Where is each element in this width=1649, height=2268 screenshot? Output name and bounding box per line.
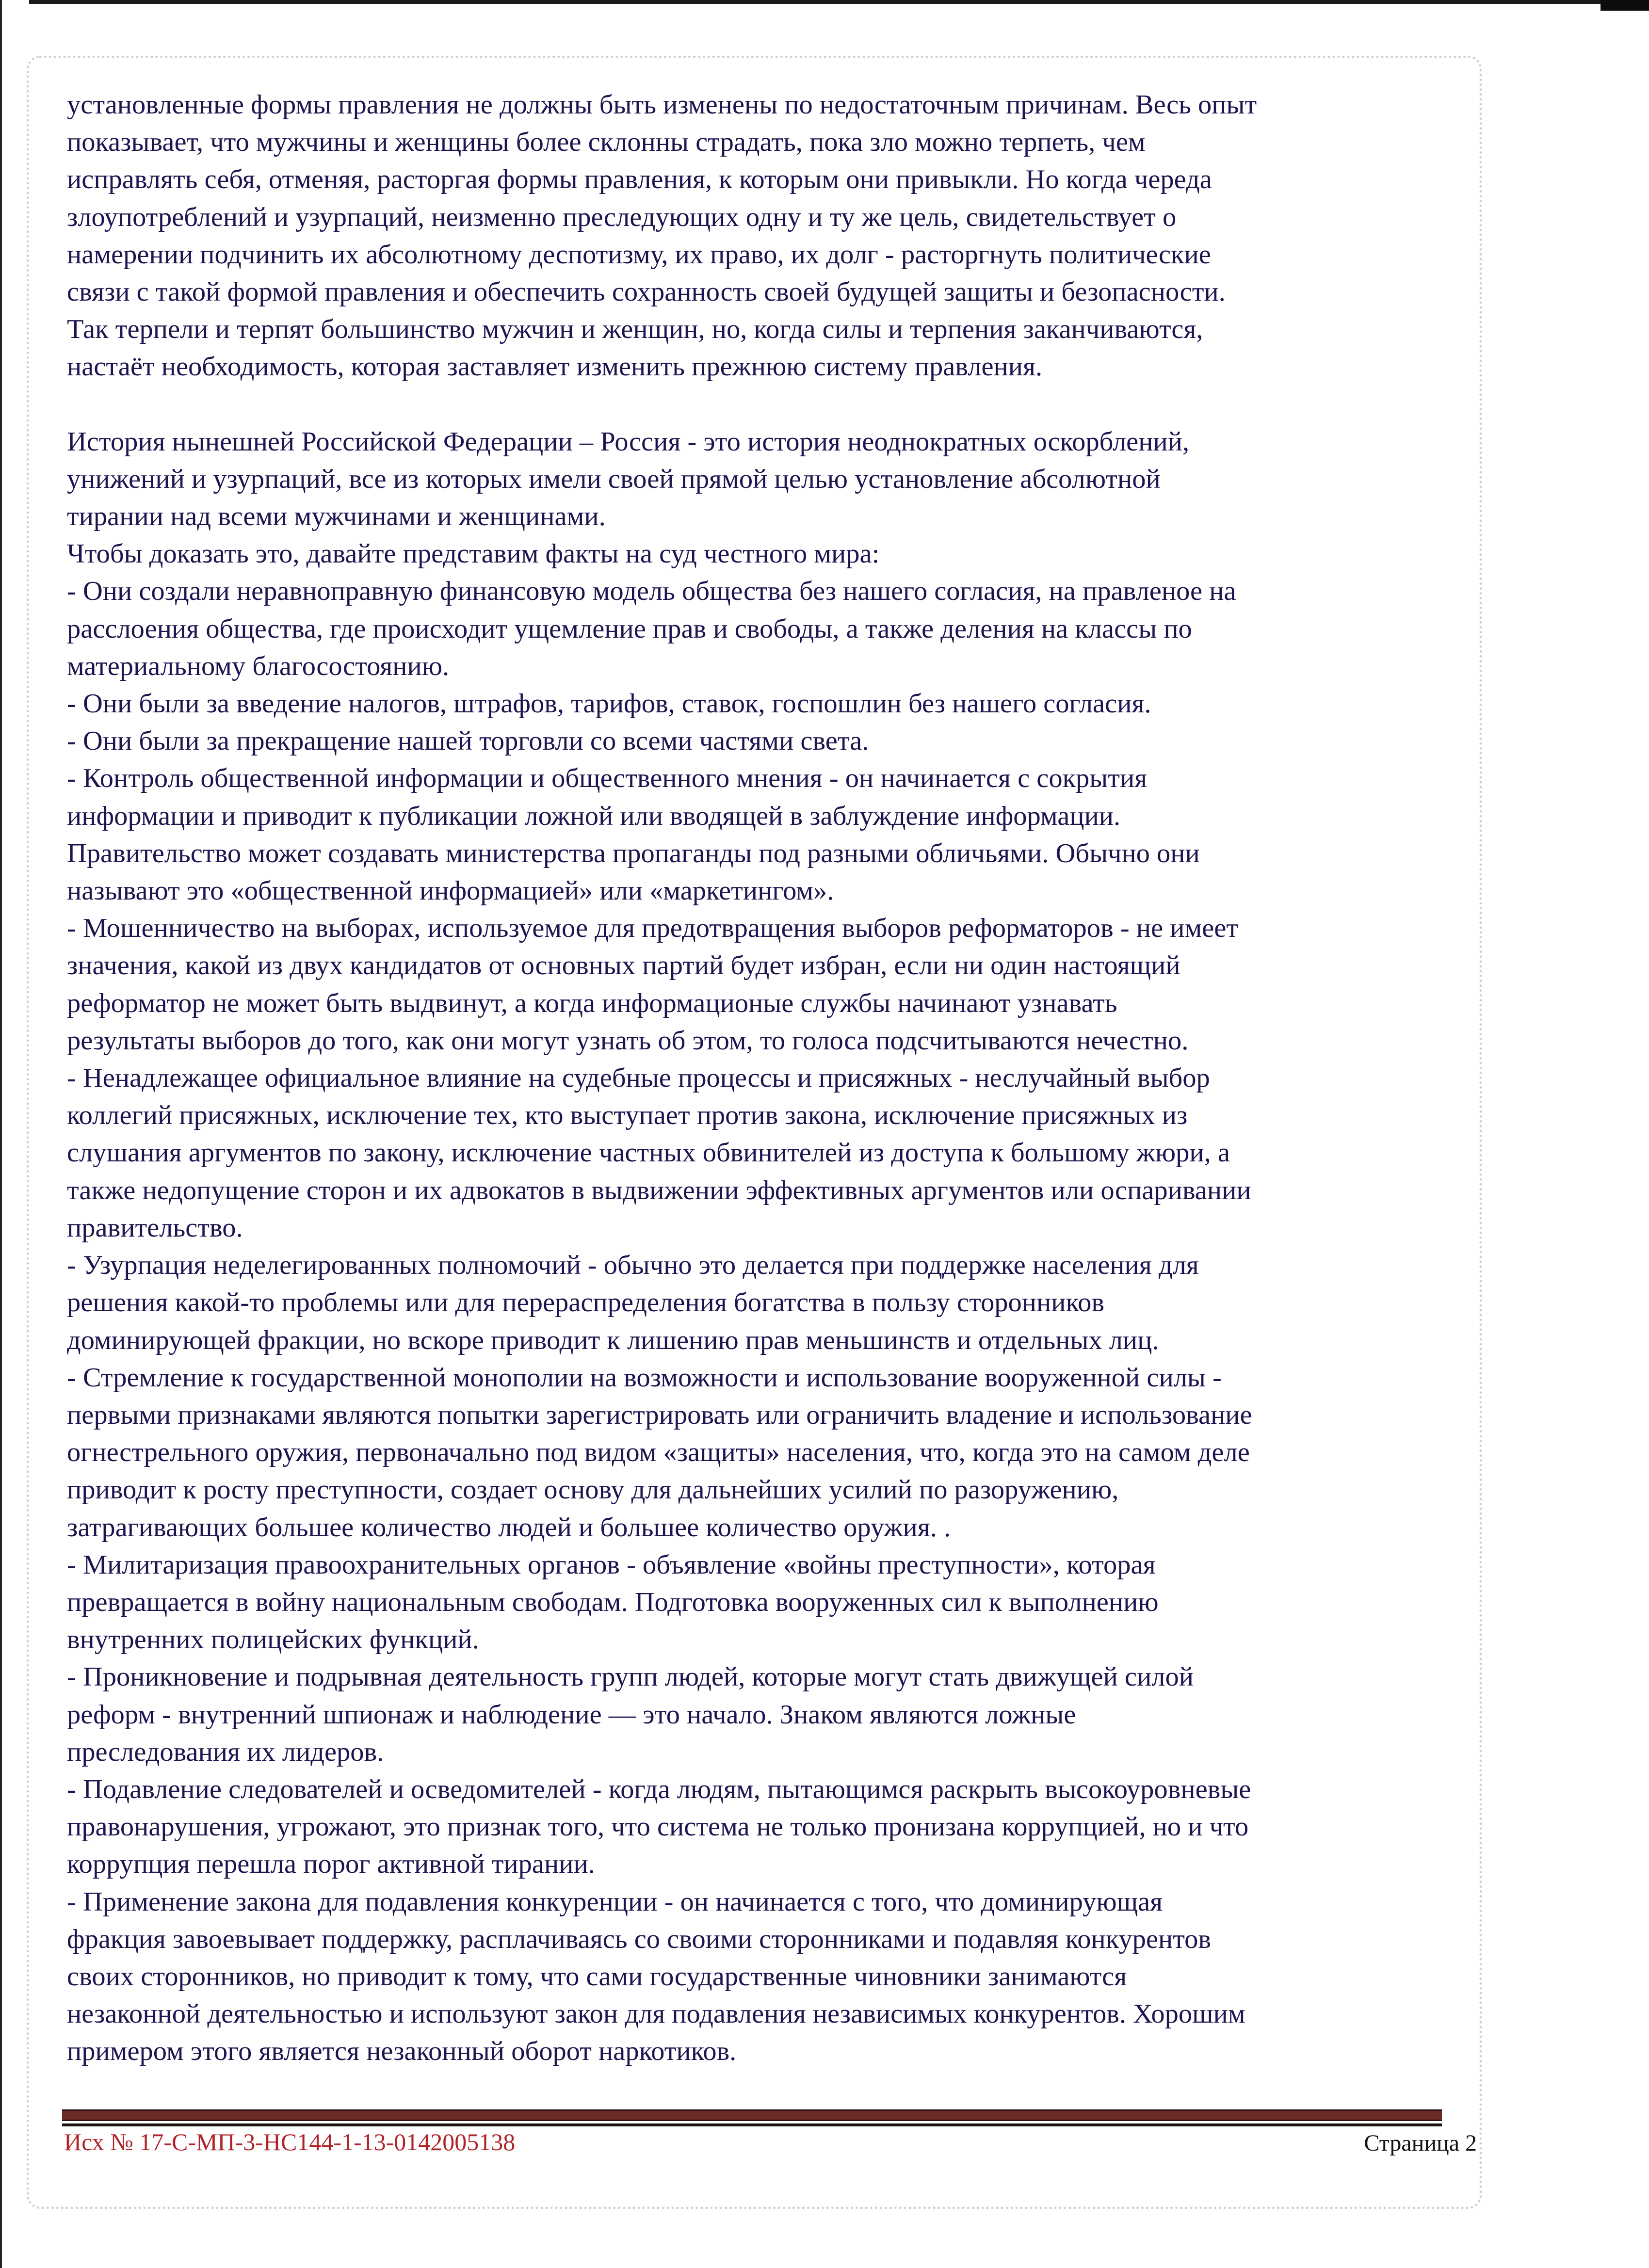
list-item-line: - Контроль общественной информации и общественного мнения - он начинается с сокрытия: [67, 763, 1148, 794]
text-line: информации и приводит к публикации ложной или вводящей в заблуждение информации.: [67, 801, 1121, 831]
text-line: злоупотреблений и узурпаций, неизменно преследующих одну и ту же цель, свидетельствует о: [67, 202, 1177, 232]
text-line: реформатор не может быть выдвинут, а когда информационые службы начинают узнавать: [67, 988, 1117, 1018]
document-reference-number: Исх № 17-С-МП-3-НС144-1-13-0142005138: [64, 2128, 516, 2155]
text-line: связи с такой формой правления и обеспечить сохранность своей будущей защиты и безопасности.: [67, 277, 1226, 307]
paragraph-intro: [67, 86, 1473, 386]
text-line: своих сторонников, но приводит к тому, что сами государственные чиновники занимаются: [67, 1961, 1127, 1992]
text-line: Правительство может создавать министерства пропаганды под разными обличьями. Обычно они: [67, 838, 1200, 869]
text-line: затрагивающих большее количество людей и большее количество оружия. .: [67, 1512, 951, 1543]
text-line: коррупция перешла порог активной тирании.: [67, 1849, 595, 1880]
text-line: внутренних полицейских функций.: [67, 1625, 479, 1655]
text-line: унижений и узурпаций, все из которых имели своей прямой целью установление абсолютной: [67, 464, 1161, 494]
text-line: правительство.: [67, 1212, 243, 1243]
text-line: показывает, что мужчины и женщины более склонны страдать, пока зло можно терпеть, чем: [67, 127, 1146, 158]
footer-divider-thick: [62, 2109, 1442, 2121]
text-line: результаты выборов до того, как они могут узнать об этом, то голоса подсчитываются нечестно.: [67, 1025, 1189, 1056]
list-item-line: - Стремление к государственной монополии на возможности и использование вооруженной силы -: [67, 1362, 1222, 1393]
text-line: также недопущение сторон и их адвокатов в выдвижении эффективных аргументов или оспаривании: [67, 1175, 1251, 1206]
footer-divider-thin: [62, 2123, 1442, 2126]
scan-edge-left: [0, 0, 2, 2268]
list-item-line: - Узурпация неделегированных полномочий - обычно это делается при поддержке населения для: [67, 1250, 1199, 1281]
list-item-line: - Мошенничество на выборах, используемое для предотвращения выборов реформаторов - не имеет: [67, 913, 1239, 944]
text-line: первыми признаками являются попытки зарегистрировать или ограничить владение и использование: [67, 1399, 1252, 1430]
text-line: решения какой-то проблемы или для перераспределения богатства в пользу сторонников: [67, 1287, 1105, 1318]
text-line: История нынешней Российской Федерации – Россия - это история неоднократных оскорблений,: [67, 426, 1190, 457]
footer-divider: [62, 2109, 1442, 2126]
text-line: расслоения общества, где происходит ущемление прав и свободы, а также деления на классы по: [67, 613, 1192, 644]
list-item-line: - Они были за прекращение нашей торговли со всеми частями света.: [67, 726, 869, 756]
text-line: приводит к росту преступности, создает основу для дальнейших усилий по разоружению,: [67, 1475, 1119, 1505]
text-line: реформ - внутренний шпионаж и наблюдение — это начало. Знаком являются ложные: [67, 1699, 1076, 1730]
text-line: значения, какой из двух кандидатов от основных партий будет избран, если ни один настоящий: [67, 950, 1180, 981]
text-line: Так терпели и терпят большинство мужчин и женщин, но, когда силы и терпения заканчиваются,: [67, 314, 1203, 345]
text-line: установленные формы правления не должны быть изменены по недостаточным причинам. Весь опыт: [67, 90, 1257, 120]
text-line: коллегий присяжных, исключение тех, кто выступает против закона, исключение присяжных из: [67, 1100, 1188, 1131]
text-line: незаконной деятельностью и используют закон для подавления независимых конкурентов. Хорошим: [67, 1999, 1245, 2029]
text-line: правонарушения, угрожают, это признак того, что система не только пронизана коррупцией, но и что: [67, 1812, 1249, 1842]
text-line: слушания аргументов по закону, исключение частных обвинителей из доступа к большому жюри, а: [67, 1138, 1230, 1168]
text-line: доминирующей фракции, но вскоре приводит к лишению прав меньшинств и отдельных лиц.: [67, 1325, 1159, 1355]
list-item-line: - Применение закона для подавления конкуренции - он начинается с того, что доминирующая: [67, 1886, 1163, 1917]
list-item-line: - Они создали неравноправную финансовую модель общества без нашего согласия, на правленое на: [67, 576, 1236, 607]
page-number: Страница 2: [1364, 2130, 1477, 2156]
scan-edge-top: [29, 0, 1649, 4]
list-item-line: - Подавление следователей и осведомителей - когда людям, пытающимся раскрыть высокоуровневые: [67, 1774, 1251, 1804]
text-line: настаёт необходимость, которая заставляет изменить прежнюю систему правления.: [67, 352, 1043, 382]
text-line: примером этого является незаконный оборот наркотиков.: [67, 2036, 737, 2067]
text-line: Чтобы доказать это, давайте представим факты на суд честного мира:: [67, 539, 880, 569]
text-line: преследования их лидеров.: [67, 1737, 384, 1767]
text-line: превращается в войну национальным свободам. Подготовка вооруженных сил к выполнению: [67, 1587, 1159, 1617]
text-line: тирании над всеми мужчинами и женщинами.: [67, 501, 606, 532]
scan-edge-corner: [1600, 0, 1649, 11]
document-body: [67, 86, 1473, 2071]
text-line: называют это «общественной информацией» или «маркетингом».: [67, 876, 834, 906]
list-item-line: - Они были за введение налогов, штрафов, тарифов, ставок, госпошлин без нашего согласия.: [67, 689, 1151, 719]
text-line: исправлять себя, отменяя, расторгая формы правления, к которым они привыкли. Но когда череда: [67, 164, 1212, 195]
text-line: огнестрельного оружия, первоначально под видом «защиты» населения, что, когда это на самом деле: [67, 1437, 1250, 1468]
list-item-line: - Проникновение и подрывная деятельность групп людей, которые могут стать движущей силой: [67, 1662, 1194, 1692]
paragraph-gap: [67, 386, 1473, 423]
list-item-line: - Милитаризация правоохранительных органов - объявление «войны преступности», которая: [67, 1549, 1156, 1580]
list-item-line: - Ненадлежащее официальное влияние на судебные процессы и присяжных - неслучайный выбор: [67, 1063, 1210, 1094]
paragraph-grievances: [67, 423, 1473, 2071]
text-line: фракция завоевывает поддержку, расплачиваясь со своими сторонниками и подавляя конкурентов: [67, 1924, 1212, 1954]
text-line: материальному благосостоянию.: [67, 651, 450, 681]
text-line: намерении подчинить их абсолютному деспотизму, их право, их долг - расторгнуть политические: [67, 239, 1211, 270]
